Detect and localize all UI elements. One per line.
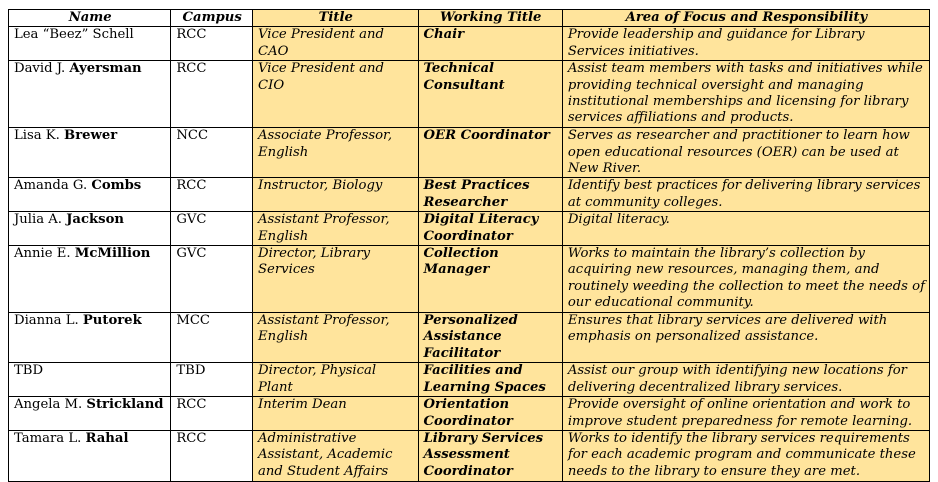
- title-cell: Instructor, Biology: [253, 178, 419, 212]
- campus-cell: GVC: [171, 212, 253, 246]
- area-cell: Assist our group with identifying new locations for delivering decentralized library services.: [562, 363, 929, 397]
- area-cell: Assist team members with tasks and initiatives while providing technical oversight and managing institutional memberships and licensing for library services affiliations and products.: [562, 61, 929, 128]
- area-cell: Serves as researcher and practitioner to learn how open educational resources (OER) can be used at New River.: [562, 128, 929, 178]
- last-name: Brewer: [64, 128, 118, 144]
- member-name: [9, 27, 171, 61]
- title-cell: Director, Library Services: [253, 246, 419, 313]
- title-cell: Assistant Professor, English: [253, 313, 419, 363]
- last-name: Ayersman: [69, 61, 142, 77]
- area-cell: Works to maintain the library’s collection by acquiring new resources, managing them, and routinely weeding the collection to meet the needs of our educational community.: [562, 246, 929, 313]
- campus-cell: NCC: [171, 128, 253, 178]
- title-cell: Interim Dean: [253, 397, 419, 431]
- title-cell: Associate Professor, English: [253, 128, 419, 178]
- working-title-cell: Orientation Coordinator: [418, 397, 562, 431]
- header-title: Title: [253, 10, 419, 27]
- area-cell: Provide leadership and guidance for Library Services initiatives.: [562, 27, 929, 61]
- team-roster-table: [8, 9, 930, 482]
- member-name: [9, 313, 171, 363]
- area-cell: Provide oversight of online orientation and work to improve student preparedness for remote learning.: [562, 397, 929, 431]
- working-title-cell: Facilities and Learning Spaces: [418, 363, 562, 397]
- title-cell: Assistant Professor, English: [253, 212, 419, 246]
- campus-cell: RCC: [171, 397, 253, 431]
- working-title-cell: Digital Literacy Coordinator: [418, 212, 562, 246]
- table-row: [9, 178, 930, 212]
- campus-cell: RCC: [171, 430, 253, 481]
- title-cell: Vice President and CIO: [253, 61, 419, 128]
- header-name: Name: [9, 10, 171, 27]
- last-name: Jackson: [66, 212, 124, 228]
- working-title-cell: Best Practices Researcher: [418, 178, 562, 212]
- first-name: Amanda G.: [14, 178, 92, 194]
- campus-cell: GVC: [171, 246, 253, 313]
- member-name: [9, 363, 171, 397]
- first-name: TBD: [14, 363, 44, 379]
- working-title-cell: Collection Manager: [418, 246, 562, 313]
- campus-cell: RCC: [171, 178, 253, 212]
- working-title-cell: OER Coordinator: [418, 128, 562, 178]
- campus-cell: MCC: [171, 313, 253, 363]
- member-name: [9, 246, 171, 313]
- working-title-cell: Technical Consultant: [418, 61, 562, 128]
- member-name: [9, 397, 171, 431]
- last-name: Strickland: [86, 397, 164, 413]
- table-row: [9, 212, 930, 246]
- area-cell: Digital literacy.: [562, 212, 929, 246]
- working-title-cell: Library Services Assessment Coordinator: [418, 430, 562, 481]
- first-name: Tamara L.: [14, 430, 86, 446]
- campus-cell: RCC: [171, 27, 253, 61]
- area-cell: Ensures that library services are delivered with emphasis on personalized assistance.: [562, 313, 929, 363]
- first-name: Lea “Beez” Schell: [14, 27, 134, 43]
- first-name: David J.: [14, 61, 70, 77]
- table-row: [9, 61, 930, 128]
- last-name: Putorek: [82, 313, 142, 329]
- area-cell: Works to identify the library services requirements for each academic program and communicate these needs to the library to ensure they are met.: [562, 430, 929, 481]
- title-cell: Director, Physical Plant: [253, 363, 419, 397]
- member-name: [9, 61, 171, 128]
- table-row: [9, 27, 930, 61]
- last-name: Combs: [91, 178, 142, 194]
- table-row: [9, 128, 930, 178]
- first-name: Angela M.: [14, 397, 87, 413]
- first-name: Annie E.: [14, 246, 75, 262]
- table-row: [9, 430, 930, 481]
- title-cell: Vice President and CAO: [253, 27, 419, 61]
- header-working-title: Working Title: [418, 10, 562, 27]
- table-row: [9, 397, 930, 431]
- table-row: [9, 363, 930, 397]
- table-row: [9, 246, 930, 313]
- member-name: [9, 178, 171, 212]
- title-cell: Administrative Assistant, Academic and Student Affairs: [253, 430, 419, 481]
- campus-cell: RCC: [171, 61, 253, 128]
- table-row: [9, 313, 930, 363]
- last-name: McMillion: [74, 246, 151, 262]
- first-name: Dianna L.: [14, 313, 83, 329]
- working-title-cell: Personalized Assistance Facilitator: [418, 313, 562, 363]
- member-name: [9, 430, 171, 481]
- last-name: Rahal: [85, 430, 129, 446]
- first-name: Lisa K.: [14, 128, 65, 144]
- header-row: [9, 10, 930, 27]
- first-name: Julia A.: [14, 212, 67, 228]
- campus-cell: TBD: [171, 363, 253, 397]
- header-campus: Campus: [171, 10, 253, 27]
- working-title-cell: Chair: [418, 27, 562, 61]
- member-name: [9, 212, 171, 246]
- area-cell: Identify best practices for delivering library services at community colleges.: [562, 178, 929, 212]
- header-area: Area of Focus and Responsibility: [562, 10, 929, 27]
- member-name: [9, 128, 171, 178]
